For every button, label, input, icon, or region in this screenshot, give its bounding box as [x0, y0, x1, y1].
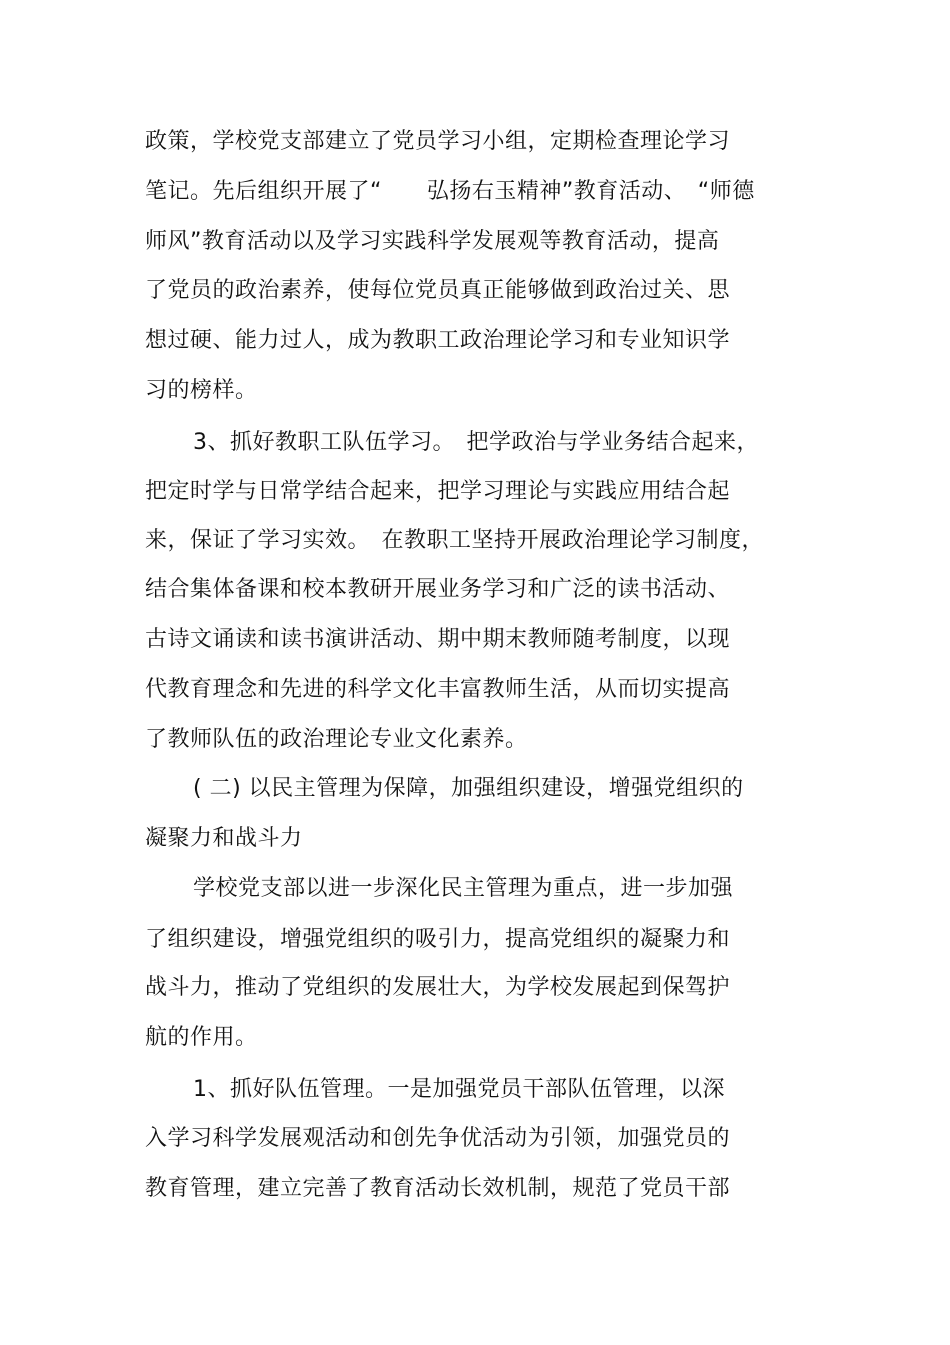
text-line: 古诗文诵读和读书演讲活动、期中期末教师随考制度，以现	[145, 627, 731, 652]
text-line: 政策，学校党支部建立了党员学习小组，定期检查理论学习	[145, 129, 731, 154]
text-line: 3、抓好教职工队伍学习。 把学政治与学业务结合起来，	[193, 430, 759, 455]
text-line: 学校党支部以进一步深化民主管理为重点，进一步加强	[193, 876, 734, 901]
text-line: 师风”教育活动以及学习实践科学发展观等教育活动，提高	[145, 229, 720, 254]
section-heading: 凝聚力和战斗力	[145, 826, 303, 851]
text-line: 1、抓好队伍管理。一是加强党员干部队伍管理，以深	[193, 1077, 725, 1102]
text-line: 想过硬、能力过人，成为教职工政治理论学习和专业知识学	[145, 328, 731, 353]
section-heading: ( 二) 以民主管理为保障，加强组织建设，增强党组织的	[193, 776, 744, 801]
text-line: 来，保证了学习实效。 在教职工坚持开展政治理论学习制度，	[145, 528, 765, 553]
text-line: 战斗力，推动了党组织的发展壮大，为学校发展起到保驾护	[145, 975, 731, 1000]
text-line: 了党员的政治素养，使每位党员真正能够做到政治过关、思	[145, 278, 731, 303]
text-line: 笔记。先后组织开展了“ 弘扬右玉精神”教育活动、 “师德	[145, 179, 755, 204]
text-line: 结合集体备课和校本教研开展业务学习和广泛的读书活动、	[145, 577, 731, 602]
text-line: 把定时学与日常学结合起来，把学习理论与实践应用结合起	[145, 479, 731, 504]
text-line: 习的榜样。	[145, 378, 258, 403]
text-line: 代教育理念和先进的科学文化丰富教师生活，从而切实提高	[145, 677, 731, 702]
text-line: 了组织建设，增强党组织的吸引力，提高党组织的凝聚力和	[145, 927, 731, 952]
text-line: 入学习科学发展观活动和创先争优活动为引领，加强党员的	[145, 1126, 731, 1151]
text-line: 航的作用。	[145, 1025, 258, 1050]
text-line: 教育管理，建立完善了教育活动长效机制，规范了党员干部	[145, 1176, 731, 1201]
text-line: 了教师队伍的政治理论专业文化素养。	[145, 727, 528, 752]
